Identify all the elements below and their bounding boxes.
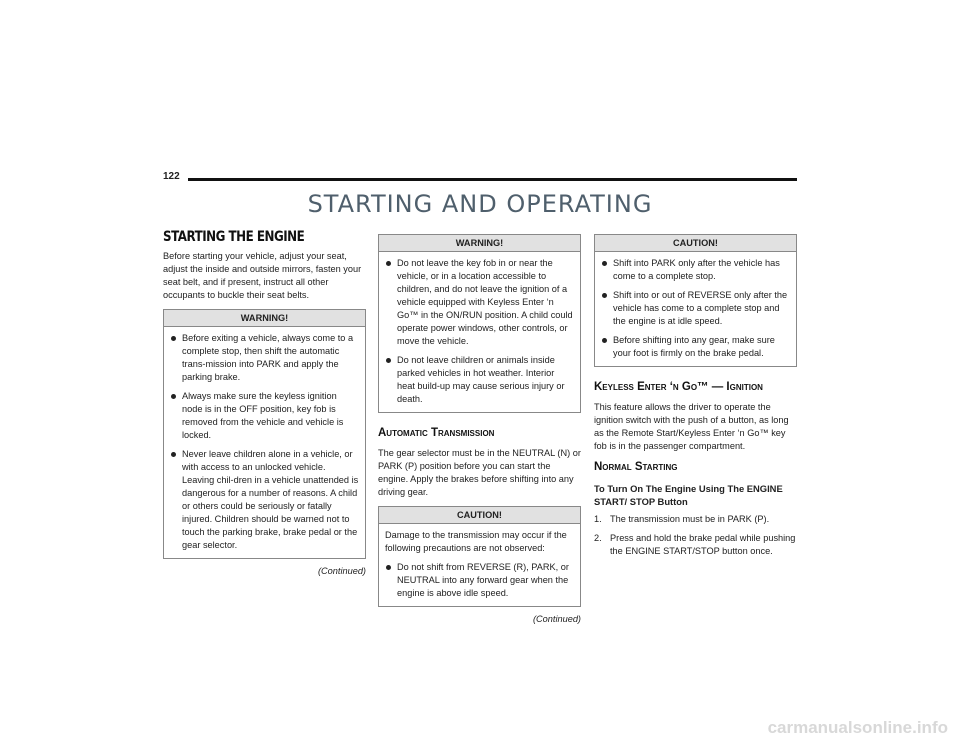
column-1: [163, 231, 366, 578]
watermark: carmanualsonline.info: [767, 718, 948, 737]
step-text: The transmission must be in PARK (P).: [610, 514, 770, 524]
warning-title: WARNING!: [164, 310, 365, 327]
warning-box: [163, 309, 366, 559]
list-item: [385, 561, 574, 600]
list-item: [385, 257, 574, 348]
bullet-icon: [386, 565, 391, 570]
heading-starting-engine: STARTING THE ENGINE: [163, 229, 305, 245]
heading-automatic-transmission: Automatic Transmission: [378, 427, 495, 439]
item-text: Shift into PARK only after the vehicle has come to a complete stop.: [613, 258, 780, 281]
step-number: 1.: [594, 514, 602, 524]
caution-title: CAUTION!: [595, 235, 796, 252]
heading-normal-starting: Normal Starting: [594, 461, 678, 473]
column-2: [378, 228, 581, 626]
bullet-icon: [171, 394, 176, 399]
step-item: [594, 513, 797, 526]
list-item: [601, 289, 790, 328]
bullet-icon: [602, 261, 607, 266]
bullet-icon: [171, 336, 176, 341]
item-text: Before shifting into any gear, make sure your foot is firmly on the brake pedal.: [613, 335, 775, 358]
caution-intro: Damage to the transmission may occur if the following precautions are not observed:: [385, 530, 567, 553]
procedure-title: To Turn On The Engine Using The ENGINE START/ STOP Button: [594, 483, 783, 507]
list-item: [601, 334, 790, 360]
header-rule: [188, 178, 797, 181]
item-text: Never leave children alone in a vehicle, or with access to an unlocked vehicle. Leaving chil-dren in a vehicle unattended is dangerous for a number of reasons. A child or others could be seriously or fatally injured. Children should be warned not to touch the parking brake, brake pedal or the gear selector.: [182, 449, 359, 550]
item-text: Always make sure the keyless ignition node is in the OFF position, key fob is removed from the vehicle and vehicle is locked.: [182, 391, 344, 440]
step-item: [594, 532, 797, 558]
bullet-icon: [386, 261, 391, 266]
bullet-icon: [386, 358, 391, 363]
section-title: STARTING AND OPERATING: [307, 190, 653, 218]
page-number: 122: [163, 171, 180, 182]
paragraph: The gear selector must be in the NEUTRAL (N) or PARK (P) position before you can start the engine. Apply the brakes before shifting into any driving gear.: [378, 448, 581, 497]
item-text: Do not shift from REVERSE (R), PARK, or NEUTRAL into any forward gear when the engine is above idle speed.: [397, 562, 569, 598]
list-item: [601, 257, 790, 283]
bullet-icon: [602, 338, 607, 343]
item-text: Do not leave children or animals inside parked vehicles in hot weather. Interior heat build-up may cause serious injury or death.: [397, 355, 565, 404]
caution-box: [594, 234, 797, 367]
warning-box: [378, 234, 581, 413]
bullet-icon: [171, 452, 176, 457]
caution-box: [378, 506, 581, 607]
continued-label: (Continued): [317, 566, 366, 576]
item-text: Do not leave the key fob in or near the vehicle, or in a location accessible to children, and do not leave the ignition of a vehicle equipped with Keyless Enter ‘n Go™ in the ON/RUN position. A child could operate power windows, other controls, or move the vehicle.: [397, 258, 573, 346]
heading-keyless-ignition: Keyless Enter ‘n Go™ — Ignition: [594, 381, 763, 393]
continued-label: (Continued): [532, 614, 581, 624]
intro-paragraph: Before starting your vehicle, adjust your seat, adjust the inside and outside mirrors, fasten your seat belt, and if present, instruct all other occupants to buckle their seat belts.: [163, 251, 362, 300]
bullet-icon: [602, 293, 607, 298]
step-number: 2.: [594, 533, 602, 543]
warning-title: WARNING!: [379, 235, 580, 252]
list-item: [170, 390, 359, 442]
item-text: Before exiting a vehicle, always come to a complete stop, then shift the automatic trans-mission into PARK and apply the parking brake.: [182, 333, 354, 382]
item-text: Shift into or out of REVERSE only after the vehicle has come to a complete stop and the engine is at idle speed.: [613, 290, 788, 326]
list-item: [170, 332, 359, 384]
list-item: [170, 448, 359, 552]
caution-title: CAUTION!: [379, 507, 580, 524]
step-text: Press and hold the brake pedal while pushing the ENGINE START/STOP button once.: [610, 533, 796, 556]
paragraph: This feature allows the driver to operate the ignition switch with the push of a button, as long as the Remote Start/Keyless Enter ‘n Go™ key fob is in the passenger compartment.: [594, 402, 789, 451]
column-3: [594, 228, 797, 564]
list-item: [385, 354, 574, 406]
